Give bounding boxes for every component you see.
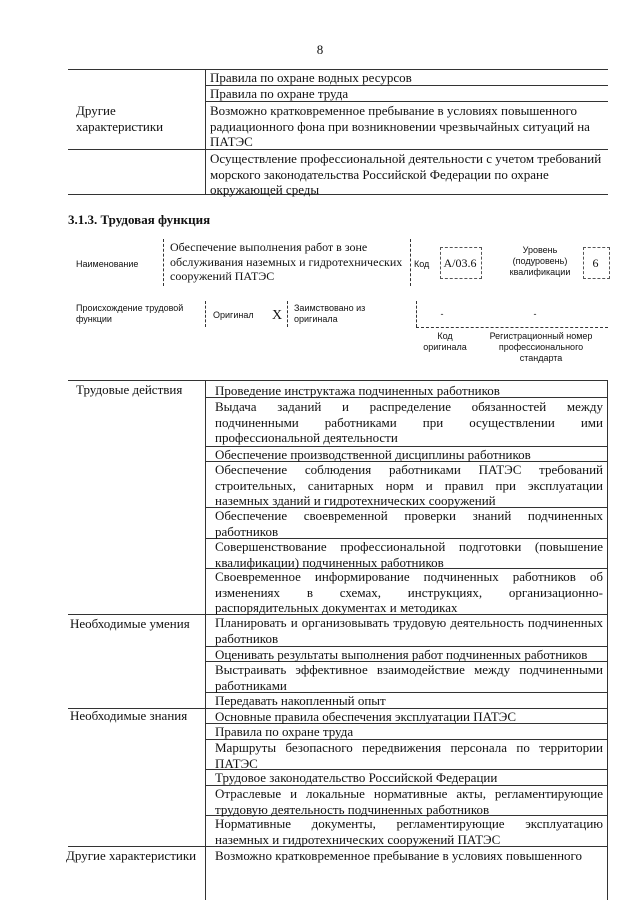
table-row: Обеспечение производственной дисциплины работников	[215, 447, 531, 462]
table-row: Возможно кратковременное пребывание в условиях повышенного	[215, 848, 583, 863]
code-label: Код	[414, 259, 430, 269]
table-row: Своевременное информирование подчиненных работников об изменениях в схемах, инструкциях, организационно-распорядительных документах и методиках	[215, 569, 603, 615]
table-row: Обеспечение своевременной проверки знаний подчиненных работников	[215, 508, 603, 539]
page-number: 8	[316, 42, 324, 57]
code-original-label: Код оригинала	[423, 331, 467, 352]
reg-number-label: Регистрационный номер профессионального стандарта	[489, 331, 593, 363]
code-value: А/03.6	[443, 256, 477, 270]
level-label: Уровень (подуровень) квалификации	[509, 245, 571, 277]
table-row: Проведение инструктажа подчиненных работников	[215, 383, 500, 398]
table-row: Передавать накопленный опыт	[215, 693, 386, 708]
table-row: Отраслевые и локальные нормативные акты, регламентирующие трудовую деятельность подчиненных работников	[215, 786, 603, 817]
table-row: Правила по охране труда	[215, 724, 354, 739]
table-row: Выдача заданий и распределение обязанностей между подчиненными работниками при осуществлении ими профессиональной деятельности	[215, 399, 603, 445]
top-table-row: Правила по охране труда	[210, 86, 349, 101]
other-characteristics-label: Другие характеристики	[76, 103, 164, 134]
level-value: 6	[592, 256, 599, 270]
top-table-row: Осуществление профессиональной деятельности с учетом требований морского законодательства Российской Федерации по охране окружающей среды	[210, 151, 602, 197]
label-labor-actions: Трудовые действия	[76, 382, 183, 397]
label-required-skills: Необходимые умения	[70, 616, 190, 631]
origin-label: Происхождение трудовой функции	[76, 303, 184, 324]
name-label: Наименование	[76, 259, 139, 269]
name-value: Обеспечение выполнения работ в зоне обслуживания наземных и гидротехнических сооружений ПАТЭС	[170, 240, 403, 283]
table-row: Выстраивать эффективное взаимодействие между подчиненными работниками	[215, 662, 603, 693]
table-row: Нормативные документы, регламентирующие эксплуатацию наземных и гидротехнических сооружений ПАТЭС	[215, 816, 603, 847]
table-row: Основные правила обеспечения эксплуатации ПАТЭС	[215, 709, 517, 724]
table-row: Обеспечение соблюдения работниками ПАТЭС требований строительных, санитарных норм и правил при эксплуатации наземных зданий и гидротехнических сооружений	[215, 462, 603, 508]
top-table-row: Возможно кратковременное пребывание в условиях повышенного радиационного фона при возникновении чрезвычайных ситуаций на ПАТЭС	[210, 103, 590, 149]
original-mark: X	[272, 308, 283, 323]
label-other-characteristics: Другие характеристики	[66, 848, 197, 863]
dash-reg: -	[533, 309, 537, 319]
section-heading: 3.1.3. Трудовая функция	[68, 212, 211, 227]
table-row: Трудовое законодательство Российской Федерации	[215, 770, 498, 785]
label-required-knowledge: Необходимые знания	[70, 708, 188, 723]
table-row: Маршруты безопасного передвижения персонала по территории ПАТЭС	[215, 740, 603, 771]
table-row: Совершенствование профессиональной подготовки (повышение квалификации) подчиненных работников	[215, 539, 603, 570]
dash-code: -	[440, 309, 444, 319]
top-table-row: Правила по охране водных ресурсов	[210, 70, 412, 85]
table-row: Оценивать результаты выполнения работ подчиненных работников	[215, 647, 588, 662]
original-label: Оригинал	[213, 310, 254, 320]
borrowed-label: Заимствовано из оригинала	[294, 303, 366, 324]
table-row: Планировать и организовывать трудовую деятельность подчиненных работников	[215, 615, 603, 646]
